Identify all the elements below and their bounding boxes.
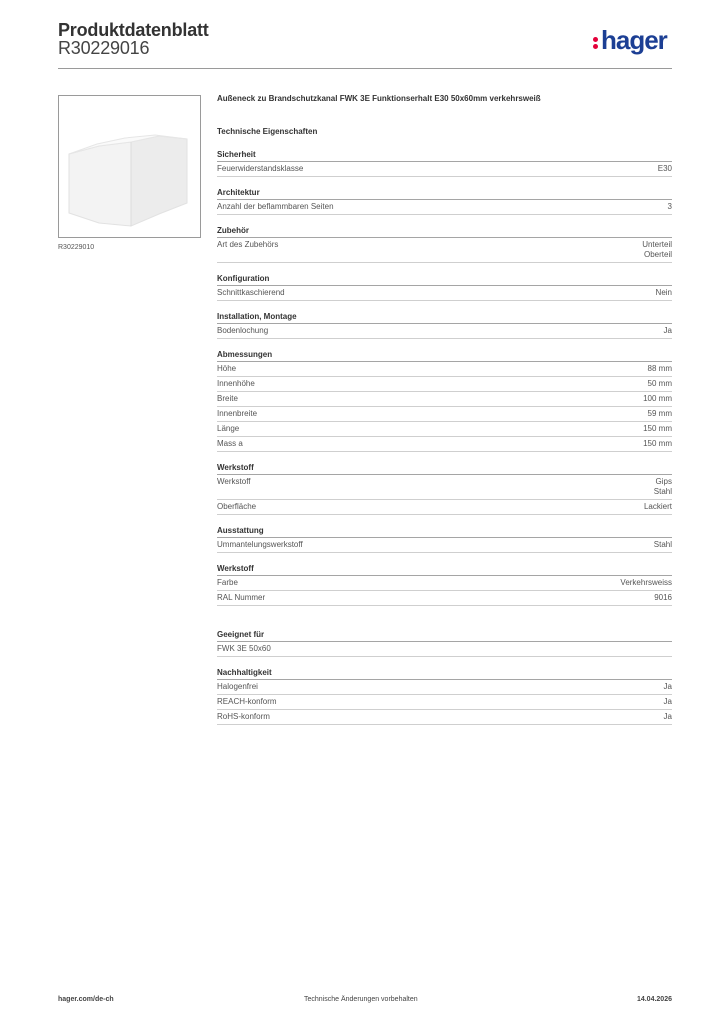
property-label: Oberfläche	[217, 502, 257, 511]
property-value	[664, 712, 672, 722]
property-value-line: Lackiert	[643, 502, 672, 511]
property-row	[217, 392, 672, 407]
section-heading: Werkstoff	[217, 563, 672, 576]
property-row	[217, 238, 672, 263]
product-title: Außeneck zu Brandschutzkanal FWK 3E Funktionserhalt E30 50x60mm verkehrsweiß	[217, 94, 541, 103]
property-section	[217, 187, 672, 215]
property-value-line: Ja	[663, 712, 672, 721]
property-label: Höhe	[217, 364, 237, 373]
property-section	[217, 563, 672, 606]
property-section	[217, 349, 672, 452]
property-label: Feuerwiderstandsklasse	[217, 164, 304, 173]
property-section	[217, 311, 672, 339]
property-value	[642, 240, 672, 260]
property-value-line: Oberteil	[643, 250, 672, 259]
technical-properties-heading: Technische Eigenschaften	[217, 127, 318, 136]
property-label: FWK 3E 50x60	[217, 644, 271, 653]
property-label: RoHS-konform	[217, 712, 270, 721]
property-section	[217, 225, 672, 263]
property-value-line: Gips	[655, 477, 672, 486]
property-value	[648, 379, 672, 389]
property-row	[217, 437, 672, 452]
property-value	[658, 164, 672, 174]
property-row	[217, 200, 672, 215]
corner-piece-illustration	[59, 96, 200, 237]
footer-website: hager.com/de-ch	[58, 996, 114, 1003]
property-label: Innenbreite	[217, 409, 258, 418]
property-label: Werkstoff	[217, 477, 251, 486]
property-label: Halogenfrei	[217, 682, 258, 691]
property-value-line: E30	[657, 164, 672, 173]
property-value	[654, 593, 672, 603]
property-value	[644, 502, 672, 512]
property-label: RAL Nummer	[217, 593, 266, 602]
property-value-line: 150 mm	[643, 424, 672, 433]
footer-date: 14.04.2026	[636, 996, 672, 1003]
property-value	[648, 409, 672, 419]
section-heading: Sicherheit	[217, 149, 672, 162]
property-value-line: Verkehrsweiss	[620, 578, 672, 587]
property-value	[643, 439, 672, 449]
property-value	[654, 477, 672, 497]
property-label: Schnittkaschierend	[217, 288, 285, 297]
section-heading: Werkstoff	[217, 462, 672, 475]
property-label: Farbe	[217, 578, 238, 587]
property-value-line: 9016	[654, 593, 672, 602]
document-title: Produktdatenblatt	[58, 20, 209, 40]
property-row	[217, 324, 672, 339]
property-row	[217, 538, 672, 553]
property-label: Bodenlochung	[217, 326, 269, 335]
section-heading: Installation, Montage	[217, 311, 672, 324]
section-heading: Abmessungen	[217, 349, 672, 362]
property-value	[654, 540, 672, 550]
property-row	[217, 377, 672, 392]
property-value-line: Stahl	[653, 487, 672, 496]
property-row	[217, 680, 672, 695]
property-row	[217, 710, 672, 725]
section-heading: Zubehör	[217, 225, 672, 238]
property-row	[217, 475, 672, 500]
property-value	[643, 424, 672, 434]
property-row	[217, 642, 672, 657]
property-row	[217, 407, 672, 422]
property-value-line: 50 mm	[647, 379, 672, 388]
property-value	[668, 202, 672, 212]
property-row	[217, 576, 672, 591]
property-label: Anzahl der beflammbaren Seiten	[217, 202, 334, 211]
property-value	[620, 578, 672, 588]
property-row	[217, 591, 672, 606]
property-label: Art des Zubehörs	[217, 240, 279, 249]
footer-note: Technische Änderungen vorbehalten	[304, 996, 418, 1003]
property-value-line: Stahl	[653, 540, 672, 549]
property-label: Breite	[217, 394, 238, 403]
property-row	[217, 362, 672, 377]
hager-logo	[593, 26, 667, 54]
property-value-line: Ja	[663, 326, 672, 335]
property-value	[664, 326, 672, 336]
properties-list	[217, 149, 672, 725]
logo-text: hager	[601, 25, 667, 55]
property-section	[217, 462, 672, 515]
property-value-line: Ja	[663, 697, 672, 706]
property-value-line: Ja	[663, 682, 672, 691]
property-value-line: 3	[667, 202, 672, 211]
property-value-line: 150 mm	[643, 439, 672, 448]
property-value-line: Nein	[655, 288, 672, 297]
image-caption: R30229010	[58, 244, 95, 251]
property-row	[217, 695, 672, 710]
product-details	[217, 92, 672, 725]
property-label: REACH-konform	[217, 697, 277, 706]
property-row	[217, 422, 672, 437]
property-value	[656, 288, 672, 298]
section-heading: Architektur	[217, 187, 672, 200]
property-section	[217, 273, 672, 301]
property-value-line: 59 mm	[647, 409, 672, 418]
property-value	[664, 682, 672, 692]
property-label: Ummantelungswerkstoff	[217, 540, 303, 549]
property-section	[217, 667, 672, 725]
section-heading: Ausstattung	[217, 525, 672, 538]
property-label: Innenhöhe	[217, 379, 255, 388]
product-image	[58, 95, 201, 238]
property-value-line: Unterteil	[642, 240, 672, 249]
property-label: Länge	[217, 424, 240, 433]
section-heading: Geeignet für	[217, 629, 672, 642]
property-value	[648, 364, 672, 374]
property-row	[217, 162, 672, 177]
property-value	[643, 394, 672, 404]
property-section	[217, 149, 672, 177]
property-section	[217, 629, 672, 657]
section-heading: Konfiguration	[217, 273, 672, 286]
header-divider	[58, 68, 672, 69]
property-value-line: 100 mm	[643, 394, 672, 403]
property-label: Mass a	[217, 439, 243, 448]
article-number: R30229016	[58, 38, 150, 58]
property-section	[217, 525, 672, 553]
property-row	[217, 500, 672, 515]
property-value-line: 88 mm	[647, 364, 672, 373]
logo-dots-icon	[593, 32, 599, 52]
property-row	[217, 286, 672, 301]
property-value	[664, 697, 672, 707]
section-heading: Nachhaltigkeit	[217, 667, 672, 680]
